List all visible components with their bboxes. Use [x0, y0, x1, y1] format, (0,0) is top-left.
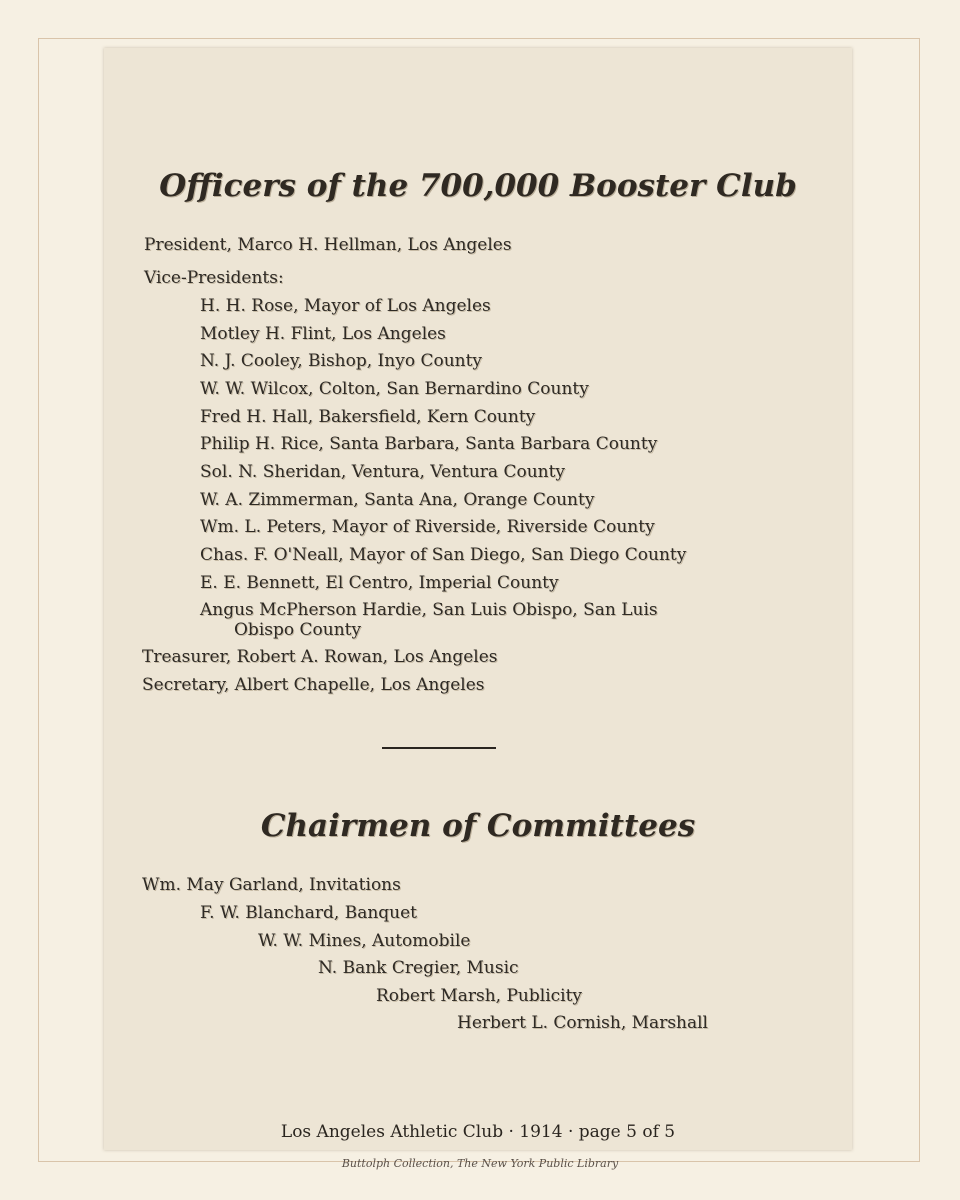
collection-credit: Buttolph Collection, The New York Public Library	[341, 1157, 619, 1170]
page-caption: Los Angeles Athletic Club · 1914 · page 5 of 5	[280, 1122, 676, 1142]
vice-president-line: Motley H. Flint, Los Angeles	[200, 324, 446, 344]
vice-president-line: H. H. Rose, Mayor of Los Angeles	[200, 296, 491, 316]
committee-line: F. W. Blanchard, Banquet	[200, 903, 417, 923]
committees-heading: Chairmen of Committees	[260, 808, 696, 844]
vice-president-line: W. W. Wilcox, Colton, San Bernardino County	[200, 379, 589, 399]
committee-line: N. Bank Cregier, Music	[318, 958, 519, 978]
vice-president-line: Fred H. Hall, Bakersfield, Kern County	[200, 407, 536, 427]
vice-president-line: W. A. Zimmerman, Santa Ana, Orange County	[200, 490, 595, 510]
vice-president-line: Wm. L. Peters, Mayor of Riverside, Riverside County	[200, 517, 655, 537]
officer-line-president: President, Marco H. Hellman, Los Angeles	[144, 235, 512, 255]
committee-line: Herbert L. Cornish, Marshall	[457, 1013, 708, 1033]
vice-president-line: Chas. F. O'Neall, Mayor of San Diego, San Diego County	[200, 545, 687, 565]
section-divider	[382, 747, 496, 749]
vice-president-line: N. J. Cooley, Bishop, Inyo County	[200, 351, 483, 371]
committee-line: Robert Marsh, Publicity	[376, 986, 583, 1006]
officer-line-treasurer: Treasurer, Robert A. Rowan, Los Angeles	[142, 647, 498, 667]
vice-president-line: E. E. Bennett, El Centro, Imperial County	[200, 573, 559, 593]
vice-president-line: Sol. N. Sheridan, Ventura, Ventura County	[200, 462, 566, 482]
vice-president-line: Angus McPherson Hardie, San Luis Obispo, San Luis	[200, 600, 658, 620]
vice-president-line: Philip H. Rice, Santa Barbara, Santa Barbara County	[200, 434, 658, 454]
officer-line-vice-presidents-label: Vice-Presidents:	[144, 268, 284, 288]
officers-heading: Officers of the 700,000 Booster Club	[159, 168, 797, 204]
committee-line: Wm. May Garland, Invitations	[142, 875, 401, 895]
officer-line-secretary: Secretary, Albert Chapelle, Los Angeles	[142, 675, 485, 695]
committee-line: W. W. Mines, Automobile	[258, 931, 471, 951]
vice-president-line-continuation: Obispo County	[234, 620, 362, 640]
document-page	[104, 48, 852, 1150]
